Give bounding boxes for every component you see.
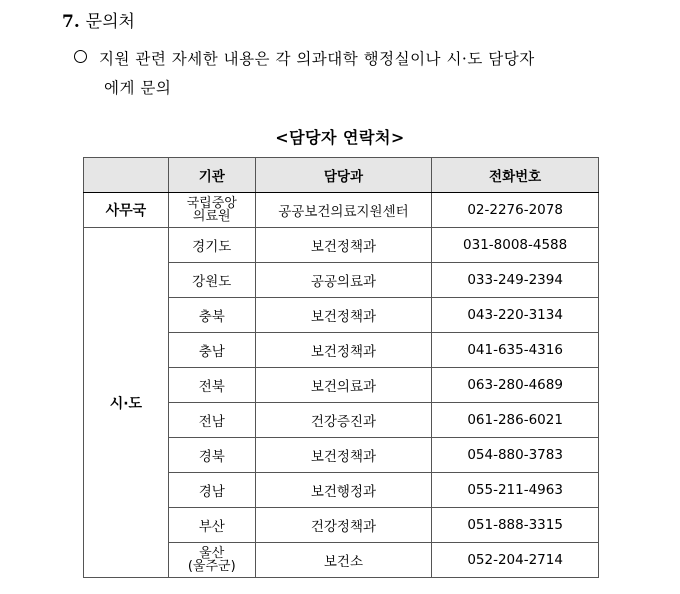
org-line2: 의료원 [192, 209, 231, 224]
phone-cell: 041-635-4316 [432, 333, 599, 368]
dept-cell: 보건정책과 [255, 333, 432, 368]
phone-cell: 051-888-3315 [432, 508, 599, 543]
phone-cell: 063-280-4689 [432, 368, 599, 403]
header-blank [84, 158, 169, 193]
table-header-row [84, 158, 599, 193]
org-cell: 충남 [168, 333, 255, 368]
org-line1: 울산 [199, 546, 225, 561]
dept-cell: 건강증진과 [255, 403, 432, 438]
phone-cell: 033-249-2394 [432, 263, 599, 298]
group-label: 사무국 [84, 193, 169, 228]
phone-cell: 031-8008-4588 [432, 228, 599, 263]
contact-table [83, 157, 599, 578]
phone-cell: 02-2276-2078 [432, 193, 599, 228]
org-line2: (울주군) [187, 559, 236, 574]
dept-cell: 보건정책과 [255, 298, 432, 333]
org-cell: 경기도 [168, 228, 255, 263]
org-cell: 충북 [168, 298, 255, 333]
phone-cell: 055-211-4963 [432, 473, 599, 508]
section-number: 7. [62, 12, 80, 32]
phone-cell: 052-204-2714 [432, 543, 599, 578]
table-caption: <담당자 연락처> [275, 128, 405, 147]
dept-cell: 보건의료과 [255, 368, 432, 403]
phone-cell: 061-286-6021 [432, 403, 599, 438]
dept-cell: 공공보건의료지원센터 [255, 193, 432, 228]
dept-cell: 보건소 [255, 543, 432, 578]
dept-cell: 보건정책과 [255, 228, 432, 263]
org-cell: 전남 [168, 403, 255, 438]
phone-cell: 043-220-3134 [432, 298, 599, 333]
section-heading [62, 7, 135, 32]
header-phone: 전화번호 [432, 158, 599, 193]
org-cell: 강원도 [168, 263, 255, 298]
org-cell [168, 193, 255, 228]
phone-cell: 054-880-3783 [432, 438, 599, 473]
table-row [84, 193, 599, 228]
hollow-circle-bullet-icon [74, 50, 87, 63]
bullet-text-line1: 지원 관련 자세한 내용은 각 의과대학 행정실이나 시·도 담당자 [99, 50, 535, 68]
dept-cell: 보건정책과 [255, 438, 432, 473]
dept-cell: 건강정책과 [255, 508, 432, 543]
section-title: 문의처 [85, 12, 135, 32]
org-cell [168, 543, 255, 578]
bullet-text-line2: 에게 문의 [104, 79, 172, 97]
dept-cell: 보건행정과 [255, 473, 432, 508]
table-row [84, 228, 599, 263]
header-org: 기관 [168, 158, 255, 193]
org-line1: 국립중앙 [186, 196, 237, 211]
org-cell: 경북 [168, 438, 255, 473]
org-cell: 부산 [168, 508, 255, 543]
bullet-paragraph [74, 45, 634, 103]
group-label: 시·도 [84, 228, 169, 578]
header-dept: 담당과 [255, 158, 432, 193]
dept-cell: 공공의료과 [255, 263, 432, 298]
org-cell: 전북 [168, 368, 255, 403]
org-cell: 경남 [168, 473, 255, 508]
